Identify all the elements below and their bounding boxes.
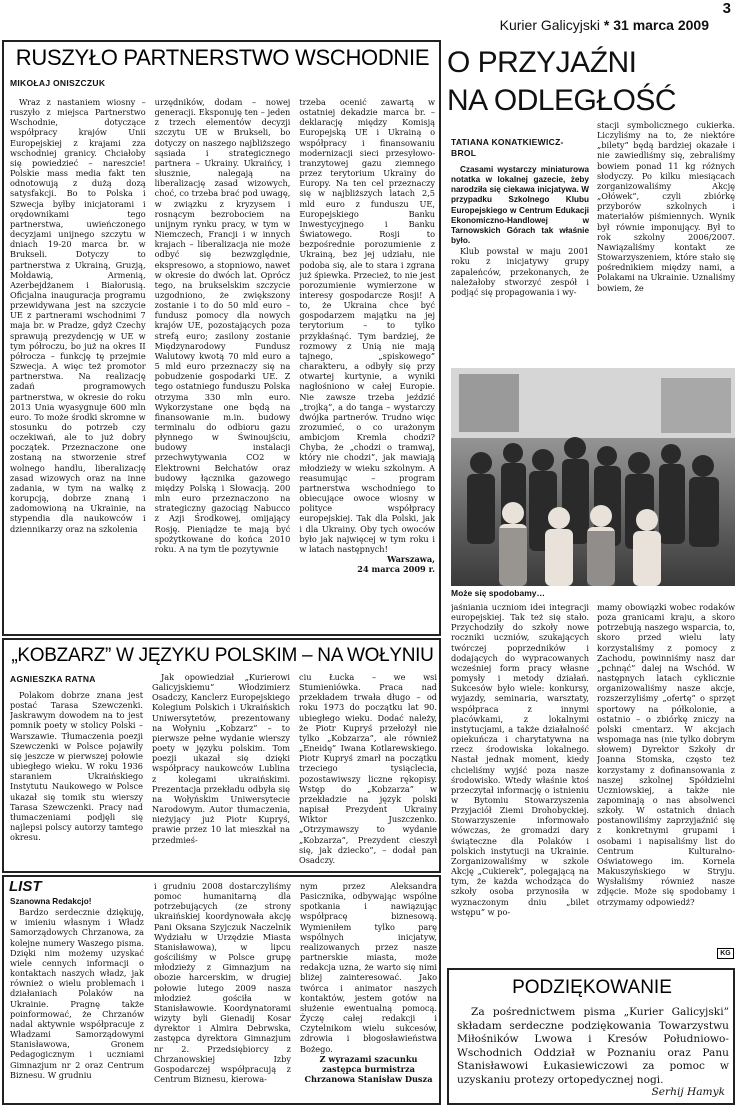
friendship-column-2-bottom	[597, 602, 735, 948]
kobzar-text: ciu Łucka – we wsi Stumieniówka. Praca nad przekładem trwała długo – od roku 1973 do początku lat 90. ubiegłego wieku. Dodać należy, że Piotr Kupryś przełożył nie tylko „Kobzarza”, ale również „Eneidę” Iwana Kotlarewskiego. Piotr Kupryś zmarł na początku trzeciego tysiąclecia, pozostawiwszy liczne rękopisy. Wstęp do „Kobzarza” w przekładzie na język polski napisał Prezydent Ukrainy Wiktor Juszczenko. „Otrzymawszy to wydanie „Kobzarza”, Prezydent cieszył się, jak dziecko”, – dodał pan Osadczy.	[299, 672, 437, 865]
article-kobzar	[2, 638, 441, 873]
friendship-text: mamy obowiązki wobec rodaków poza granicami kraju, a skoro potrzebują naszego wsparcia, to, skoro przed wielu laty korzystaliśmy z pomocy z Zachodu, powinniśmy nasz dar „pchnąć” dalej na Wschód. W następnych latach cyklicznie organizowaliśmy nasze akcje, rozszerzyliśmy „ofertę” o sprzęt sportowy na półkolonie, a ostatnio – o zbiórkę zniczy na polski cmentarz. W akcjach wspomaga nas (nie tylko dobrym słowem) Dyrektor Szkoły dr Joanna Stomska, często też korzystamy z dofinansowania z naszej szkolnej Spółdzielni Uczniowskiej, a także nie zapominają o nas absolwenci szkoły. W ostatnich dniach postanowiliśmy zaprzyjaźnić się z konkretnymi grupami i osobami i napisaliśmy list do Centrum Kulturalno-Oświatowego im. Kornela Makuszyńskiego w Stryju. Wysłaliśmy również nasze zdjęcie. Może się spodobamy i otrzymamy odpowiedź?	[597, 602, 735, 907]
article-signoff-place: Warszawa,	[387, 554, 436, 565]
article-text: trzeba ocenić zawartą w ostatniej dekadzie marca br. – deklarację między Komisją Europejską UE i Ukrainą o współpracy i finansowaniu modernizacji sieci przesyłowo-tranzytowej gazu ziemnego przez terytorium Ukrainy do Europy. Na ten cel przeznaczy się w najbliższych latach 2,5 mld euro z funduszu UE, Europejskiego Banku Inwestycyjnego i Banku Światowego. Rosji to bezpośrednie porozumienie z Ukrainą, bez jej udziału, nie podoba się, ale to stara i zgrana już śpiewka. Przecież, to nie jest porozumienie wymierzone w interesy gospodarcze Rosji! A to, że Ukraina chce być gospodarzem majątku na jej terytorium – to tylko przykłaśnąć. Tym bardziej, że rozmowy z Unią nie mają tajnego, „spiskowego” charakteru, a odbyły się przy otwartej kurtynie, a wyniki nagłośniono w całej Europie. Nie zawsze trzeba jeździć „trojką”, a do tanga – wystarczy dwójka partnerów. Trudno więc zrozumieć, o co urażonym ambicjom Kremla chodzi? Chyba, że „chodzi o tramwaj, który nie chodzi”, jak mawiają młodzieży w wieku szkolnym. A reasumując – program partnerstwa wschodniego to obiecujące owoce wiosny w polityce współpracy europejskiej. Tak dla Polski, jak i dla Ukrainy. Oby tych owoców było jak najwięcej w tym roku i w latach następnych!	[299, 97, 436, 554]
friendship-title-line-1: O PRZYJAŹNI	[447, 46, 637, 79]
page-header	[0, 0, 737, 40]
publication-name: Kurier Galicyjski	[499, 17, 600, 33]
publication-line	[500, 17, 709, 33]
friendship-text: stacji symbolicznego cukierka. Liczyliśmy na to, że niektóre „bilety” będą bardziej okazałe i nie zawiedliśmy się, zebraliśmy bowiem ponad 11 kg różnych słodyczy. Po kilku miesiącach zorganizowaliśmy Akcję „Ołówek”, czyli zbiórkę przyborów szkolnych i materiałów piśmiennych. Wynik był równie imponujący. Był to rok szkolny 2006/2007. Nawiązaliśmy kontakt ze Stowarzyszeniem, które stało się pośrednikiem między nami, a Polakami na Ukrainie. Uznaliśmy bowiem, że	[597, 120, 735, 293]
group-photo	[451, 368, 735, 586]
article-text: Wraz z nastaniem wiosny – ruszyło z miejsca Partnerstwo Wschodnie, dotyczące współpracy krajów Unii Europejskiej z krajami zza wschodniej granicy. Chciałoby się powiedzieć – nareszcie! Polskie mass media fakt ten odnotowują z dużą dozą satysfakcji. Bo to Polska i Szwecja byłby inicjatorami i orędownikami tego partnerstwa, uwieńczonego decyzjami unijnego szczytu w dniach 19-20 marca br. w Brukseli. Dotyczy to partnerstwa z Ukrainą, Gruzją, Mołdawią, Armenią, Azerbejdżanem i Białorusią. Oficjalna inauguracja programu przewidywana jest na szczycie UE z partnerami wschodnimi 7 maja br. w Pradze, gdyż Czechy sprawują prezydencję w UE w tym półroczu, bo już na okres II półrocza – funkcję tę przejmie Szwecja. A więc też promotor partnerstwa. Na realizację zadań programowych partnerstwa, w okresie do roku 2013 Unia wyasygnuje 600 mln euro. To może środki skromne w stosunku do potrzeb czy oczekiwań, ale to już dobry początek. Przeznaczone one zostaną na stworzenie stref wolnego handlu, liberalizację zasad wizowych oraz na inne zadania, w tym na walkę z korupcją, dobrze znaną i zadomowioną na Ukrainie, na stypendia dla naukowców i dziennikarzy oraz na szkolenia	[10, 97, 146, 534]
letter-text: i grudniu 2008 dostarczyliśmy pomoc humanitarną dla potrzebujących (ze strony ukraińskiej koordynowała akcję Pani Oksana Szyjczuk Naczelnik Wydziału w Urzędzie Miasta Stanisławowa), w lipcu gościliśmy w Polsce grupę młodzieży z Gimnazjum na obozie harcerskim, w drugiej połowie lutego 2009 nasza młodzież gościła w Stanisławowie. Koordynatorami wizyty byli Gienadij Kosar dyrektor i Almira Debrwska, zastępca dyrektora Gimnazjum nr 2. Przedsiębiorcy z Chrzanowskiej Izby Gospodarczej współpracują z Centrum Biznesu, kierowa-	[154, 881, 291, 1084]
kobzar-column-2	[152, 672, 290, 870]
thanks-signature: Serhij Hamyk	[651, 1086, 725, 1098]
article-columns	[10, 97, 435, 633]
letter-salutation: Szanowna Redakcjo!	[10, 897, 92, 906]
group-photo-illustration	[451, 368, 735, 586]
kobzar-columns-right	[152, 672, 437, 870]
friendship-column-1-top	[451, 165, 589, 365]
letter-columns-right	[154, 881, 437, 1105]
friendship-column-2-top	[597, 120, 735, 365]
article-column-1	[10, 97, 146, 633]
friendship-author-line-1: TATIANA KONATKIEWICZ-	[451, 137, 564, 147]
letter-text: Bardzo serdecznie dziękuję, w imieniu własnym i Władz Samorządowych Chrzanowa, za kolejne numery Waszego pisma. Dzięki nim możemy uzyskać wiele cennych informacji o kontaktach naszych władz, jak również o wielu problemach i działaniach Polaków na Ukrainie. Pragnę także poinformować, że Chrzanów nadal aktywnie współpracuje z Władzami Samorządowymi Stanisławowa, Gronem Pedagogicznym i uczniami Gimnazjum nr 2 oraz Centrum Biznesu. W grudniu	[10, 907, 144, 1080]
friendship-title-line-2: NA ODLEGŁOŚĆ	[447, 84, 677, 117]
letter-text: nym przez Aleksandra Pasicznika, odbywając wspólne spotkania i nawiązując współpracę biznesową. Wymieniłem tylko parę wspólnych inicjatyw, realizowanych przez nasze partnerskie miasta, może redakcja uzna, że warto się nimi bliżej zainteresować. Jako twórca i animator naszych kontaktów, jestem gotów na służenie ewentualną pomocą. Życzę całej redakcji i Czytelnikom wielu sukcesów, zdrowia i błogosławieństwa Bożego.	[300, 881, 437, 1054]
kobzar-column-1	[10, 690, 143, 870]
letter-signoff-line-2: zastępca burmistrza Chrzanowa Stanisław Dusza	[304, 1063, 433, 1084]
friendship-text: Klub powstał w maju 2001 roku z inicjatywy grupy zapaleńców, przekonanych, że należałoby stworzyć zespół i podjąć się propagowania i wy-	[451, 246, 589, 297]
header-separator: *	[603, 17, 610, 33]
article-friendship	[447, 40, 737, 965]
page-number: 3	[722, 0, 731, 17]
kobzar-text: Polakom dobrze znana jest postać Tarasa Szewczenki. Jaskrawym dowodem na to jest pomnik poety w stolicy Polski – Warszawie. Tłumaczenia poezji Szewczenki w Polsce pojawiły się jeszcze w pierwszej połowie ubiegłego wieku. W roku 1936 staraniem Ukraińskiego Instytutu Naukowego w Polsce ukazał się tomik stu wierszy Tarasa Szewczenki. Pracy nad tłumaczeniami podjęli się najlepsi polscy autorzy tamtego okresu.	[10, 690, 143, 843]
photo-caption: Może się spodobamy…	[451, 588, 545, 598]
kobzar-column-3	[299, 672, 437, 870]
friendship-title	[447, 44, 737, 120]
issue-date: 31 marca 2009	[613, 17, 709, 33]
friendship-author	[451, 137, 591, 159]
friendship-text: jaśniania uczniom idei integracji europejskiej. Tak też się stało. Przychodziły do szkoły nowe roczniki uczniów, szukających twórczej poprzedników i dodających do wypracowanych wcześniej form pracy własne pomysły i metody działań. Sukcesów było wiele: konkursy, wyjazdy, seminaria, warsztaty, współpraca z innymi placówkami, z lokalnymi instytucjami, a także działalność opiekuńcza i charytatywna na rzecz środowiska lokalnego. Nastał jednak moment, kiedy chcieliśmy wyjść poza nasze środowisko. Wtedy właśnie ktoś przeczytał informację o istnieniu w Bytomiu Stowarzyszenia Przyjaciół Ziemi Drohobyckiej. Stowarzyszenie informowało wówczas, że gromadzi dary świąteczne dla Polaków i polskich instytucji na Ukrainie. Zorganizowaliśmy w szkole Akcję „Cukierek”, polegającą na tym, że każda wchodząca do szkoły osoba przynosiła w wyznaczonym dniu „bilet wstępu” w po-	[451, 602, 589, 917]
thanks-box	[447, 968, 735, 1105]
letter-signoff-line-1: Z wyrazami szacunku	[319, 1053, 418, 1064]
friendship-lead: Czasami wystarczy miniaturowa notatka w lokalnej gazecie, żeby narodziła się ciekawa inicjatywa. W przypadku Szkolnego Klubu Europejskiego w Centrum Edukacji Ekonomiczno-Handlowej w Tarnowskich Górach tak właśnie było.	[451, 165, 589, 246]
article-author: MIKOŁAJ ONISZCZUK	[10, 78, 106, 88]
article-eastern-partnership	[2, 40, 441, 636]
article-signoff-date: 24 marca 2009 r.	[357, 564, 436, 575]
kobzar-author: AGNIESZKA RATNA	[10, 674, 96, 684]
article-column-3	[299, 97, 435, 633]
letter-column-3	[300, 881, 437, 1105]
letter-box	[2, 875, 441, 1105]
kobzar-title: „KOBZARZ” W JĘZYKU POLSKIM – NA WOŁYNIU	[11, 645, 434, 666]
kobzar-text: Jak opowiedział „Kurierowi Galicyjskiemu” Włodzimierz Osadczy, Kanclerz Europejskiego Kolegium Polskich i Ukraińskich Uniwersytetów, prezentowany na Wołyniu „Kobzarz” – to pierwsze pełne wydanie wierszy poety w języku polskim. Tom poezji ukazał się dzięki współpracy naukowców Lublina z kolegami ukraińskimi. Prezentacja przekładu odbyła się na Wołyńskim Uniwersytecie Narodowym. Autor tłumaczenia, nieżyjący już Piotr Kupryś, prawie przez 10 lat mieszkał na przedmieś-	[152, 672, 290, 845]
friendship-author-line-2: BROL	[451, 148, 477, 158]
letter-column-2	[154, 881, 291, 1105]
article-title: RUSZYŁO PARTNERSTWO WSCHODNIE	[15, 45, 430, 70]
friendship-column-1-bottom	[451, 602, 589, 964]
article-column-2	[155, 97, 291, 633]
thanks-body: Za pośrednictwem pisma „Kurier Galicyjski” składam serdeczne podziękowania Towarzystwu Miłośników Lwowa i Kresów Południowo-Wschodnich Oddział w Poznaniu oraz Panu Stanisławowi Łukasiewiczowi za pomoc w uzyskaniu protezy ortopedycznej nogi.	[457, 1006, 729, 1086]
kg-logo: KG	[717, 948, 734, 959]
letter-heading: LIST	[9, 878, 42, 895]
article-text: urzędników, dodam – nowej generacji. Eksponuję ten – jeden z trzech elementów decyzji szczytu UE w Brukseli, bo dotyczy on naszego najbliższego sąsiada i strategicznego partnera – Ukrainy. Ukraińcy, i słusznie, nalegają na liberalizację zasad wizowych, choć, co trzeba brać pod uwagę, w związku z kryzysem i rosnącym bezrobociem na unijnym rynku pracy, w tym w Niemczech, Francji i w innych krajach – liberalizacja nie może odbyć się bezwzględnie, ekspresowo, a stopniowo, nawet w okresie do dwóch lat. Oprócz tego, na brukselskim szczycie uzgodniono, że zwiększony zostanie i to do 50 mld euro – fundusz pomocy dla nowych krajów UE, pozostających poza strefą euro; zasilony zostanie Międzynarodowy Fundusz Walutowy kwotą 70 mld euro a 5 mld euro przeznaczy się na pobudzenie gospodarki UE. Z tego ostatniego funduszu Polska otrzyma 330 mln euro. Wykorzystane one będą na finansowanie m.in. budowy terminalu do odbioru gazu płynnego w Świnoujściu, budowy instalacji przechwytywania CO2 w Elektrowni Bełchatów oraz budowy łącznika gazowego między Polską i Słowacją. 200 mln euro przeznaczono na strategiczny gazociąg Nabucco z Azji Środkowej, omijający Rosję. Pieniądze te mają być spożytkowane do końca 2010 roku. A na tym tle pozytywnie	[154, 97, 291, 554]
letter-column-1	[10, 897, 144, 1105]
thanks-title: PODZIĘKOWANIE	[512, 977, 672, 998]
